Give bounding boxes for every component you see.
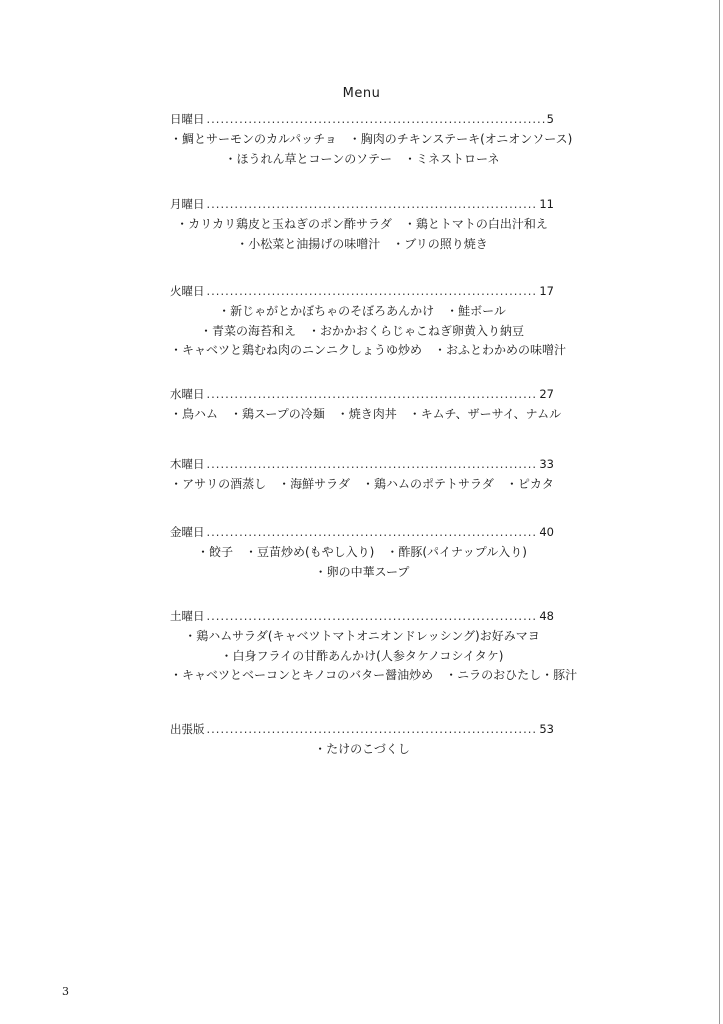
toc-page-number: 27 [539,387,554,401]
page-title: Menu [342,86,381,101]
menu-line: ・餃子 ・豆苗炒め(もやし入り) ・酢豚(パイナップル入り) [196,545,527,559]
toc-items [170,215,554,254]
menu-line: ・鳥ハム ・鶏スープの冷麺 ・焼き肉丼 ・キムチ、ザーサイ、ナムル [170,407,562,421]
toc-leader-dots [207,385,538,403]
menu-line: ・白身フライの甘酢あんかけ(人参タケノコシイタケ) [220,648,504,663]
toc-leader-dots [207,720,538,738]
toc-leader-dots [207,110,545,128]
menu-line: ・鶏ハムサラダ(キャベツトマトオニオンドレッシング)お好みマヨ [184,629,540,643]
toc-section-sunday [170,110,573,169]
toc-page-number: 53 [539,722,554,736]
toc-heading[interactable] [170,455,554,473]
toc-page-number: 33 [539,457,554,471]
toc-leader-dots [207,455,538,473]
toc-day-label: 木曜日 [170,457,205,471]
menu-line: ・キャベツとベーコンとキノコのバター醤油炒め ・ニラのおひたし・豚汁 [170,668,578,682]
toc-items [170,302,567,361]
toc-section-special-edition [170,720,554,760]
toc-heading[interactable] [170,720,554,738]
toc-page-number: 17 [539,284,554,298]
menu-line: ・キャベツと鶏むね肉のニンニクしょうゆ炒め ・おふとわかめの味噌汁 [170,343,567,357]
toc-items [170,740,554,760]
toc-page-number: 5 [546,112,554,126]
toc-section-saturday [170,607,578,686]
toc-day-label: 出張版 [170,722,205,736]
toc-heading[interactable] [170,385,554,403]
page-edge-line [719,0,720,1024]
menu-line: ・青菜の海苔和え ・おかかおくらじゃこねぎ卵黄入り納豆 [199,323,524,338]
menu-line: ・鯛とサーモンのカルパッチョ ・胸肉のチキンステーキ(オニオンソース) [170,132,573,146]
toc-leader-dots [207,607,538,625]
menu-line: ・たけのこづくし [314,742,410,756]
toc-day-label: 日曜日 [170,112,205,126]
menu-line: ・小松菜と油揚げの味噌汁 ・ブリの照り焼き [236,236,488,251]
toc-page-number: 11 [539,197,554,211]
toc-day-label: 土曜日 [170,609,205,623]
toc-items [170,627,578,686]
menu-line: ・ほうれん草とコーンのソテー ・ミネストローネ [224,151,500,166]
toc-section-tuesday [170,282,567,361]
menu-line: ・卵の中華スープ [314,564,410,579]
toc-section-wednesday [170,385,562,425]
toc-page-number: 40 [539,525,554,539]
toc-items [170,543,554,582]
toc-items [170,130,573,169]
toc-day-label: 金曜日 [170,525,205,539]
toc-section-thursday [170,455,554,495]
toc-day-label: 火曜日 [170,284,205,298]
toc-heading[interactable] [170,195,554,213]
toc-day-label: 水曜日 [170,387,205,401]
toc-heading[interactable] [170,523,554,541]
toc-heading[interactable] [170,282,554,300]
toc-section-monday [170,195,554,254]
menu-line: ・カリカリ鶏皮と玉ねぎのポン酢サラダ ・鶏とトマトの白出汁和え [176,217,548,231]
toc-leader-dots [207,282,538,300]
menu-line: ・アサリの酒蒸し ・海鮮サラダ ・鶏ハムのポテトサラダ ・ピカタ [170,477,554,491]
toc-heading[interactable] [170,607,554,625]
toc-page-number: 48 [539,609,554,623]
toc-leader-dots [207,195,538,213]
toc-items [170,475,554,495]
toc-heading[interactable] [170,110,554,128]
page-number: 3 [62,985,69,998]
menu-line: ・新じゃがとかぼちゃのそぼろあんかけ ・鮭ボール [218,304,506,318]
toc-leader-dots [207,523,538,541]
toc-day-label: 月曜日 [170,197,205,211]
toc-items [170,405,562,425]
toc-section-friday [170,523,554,582]
